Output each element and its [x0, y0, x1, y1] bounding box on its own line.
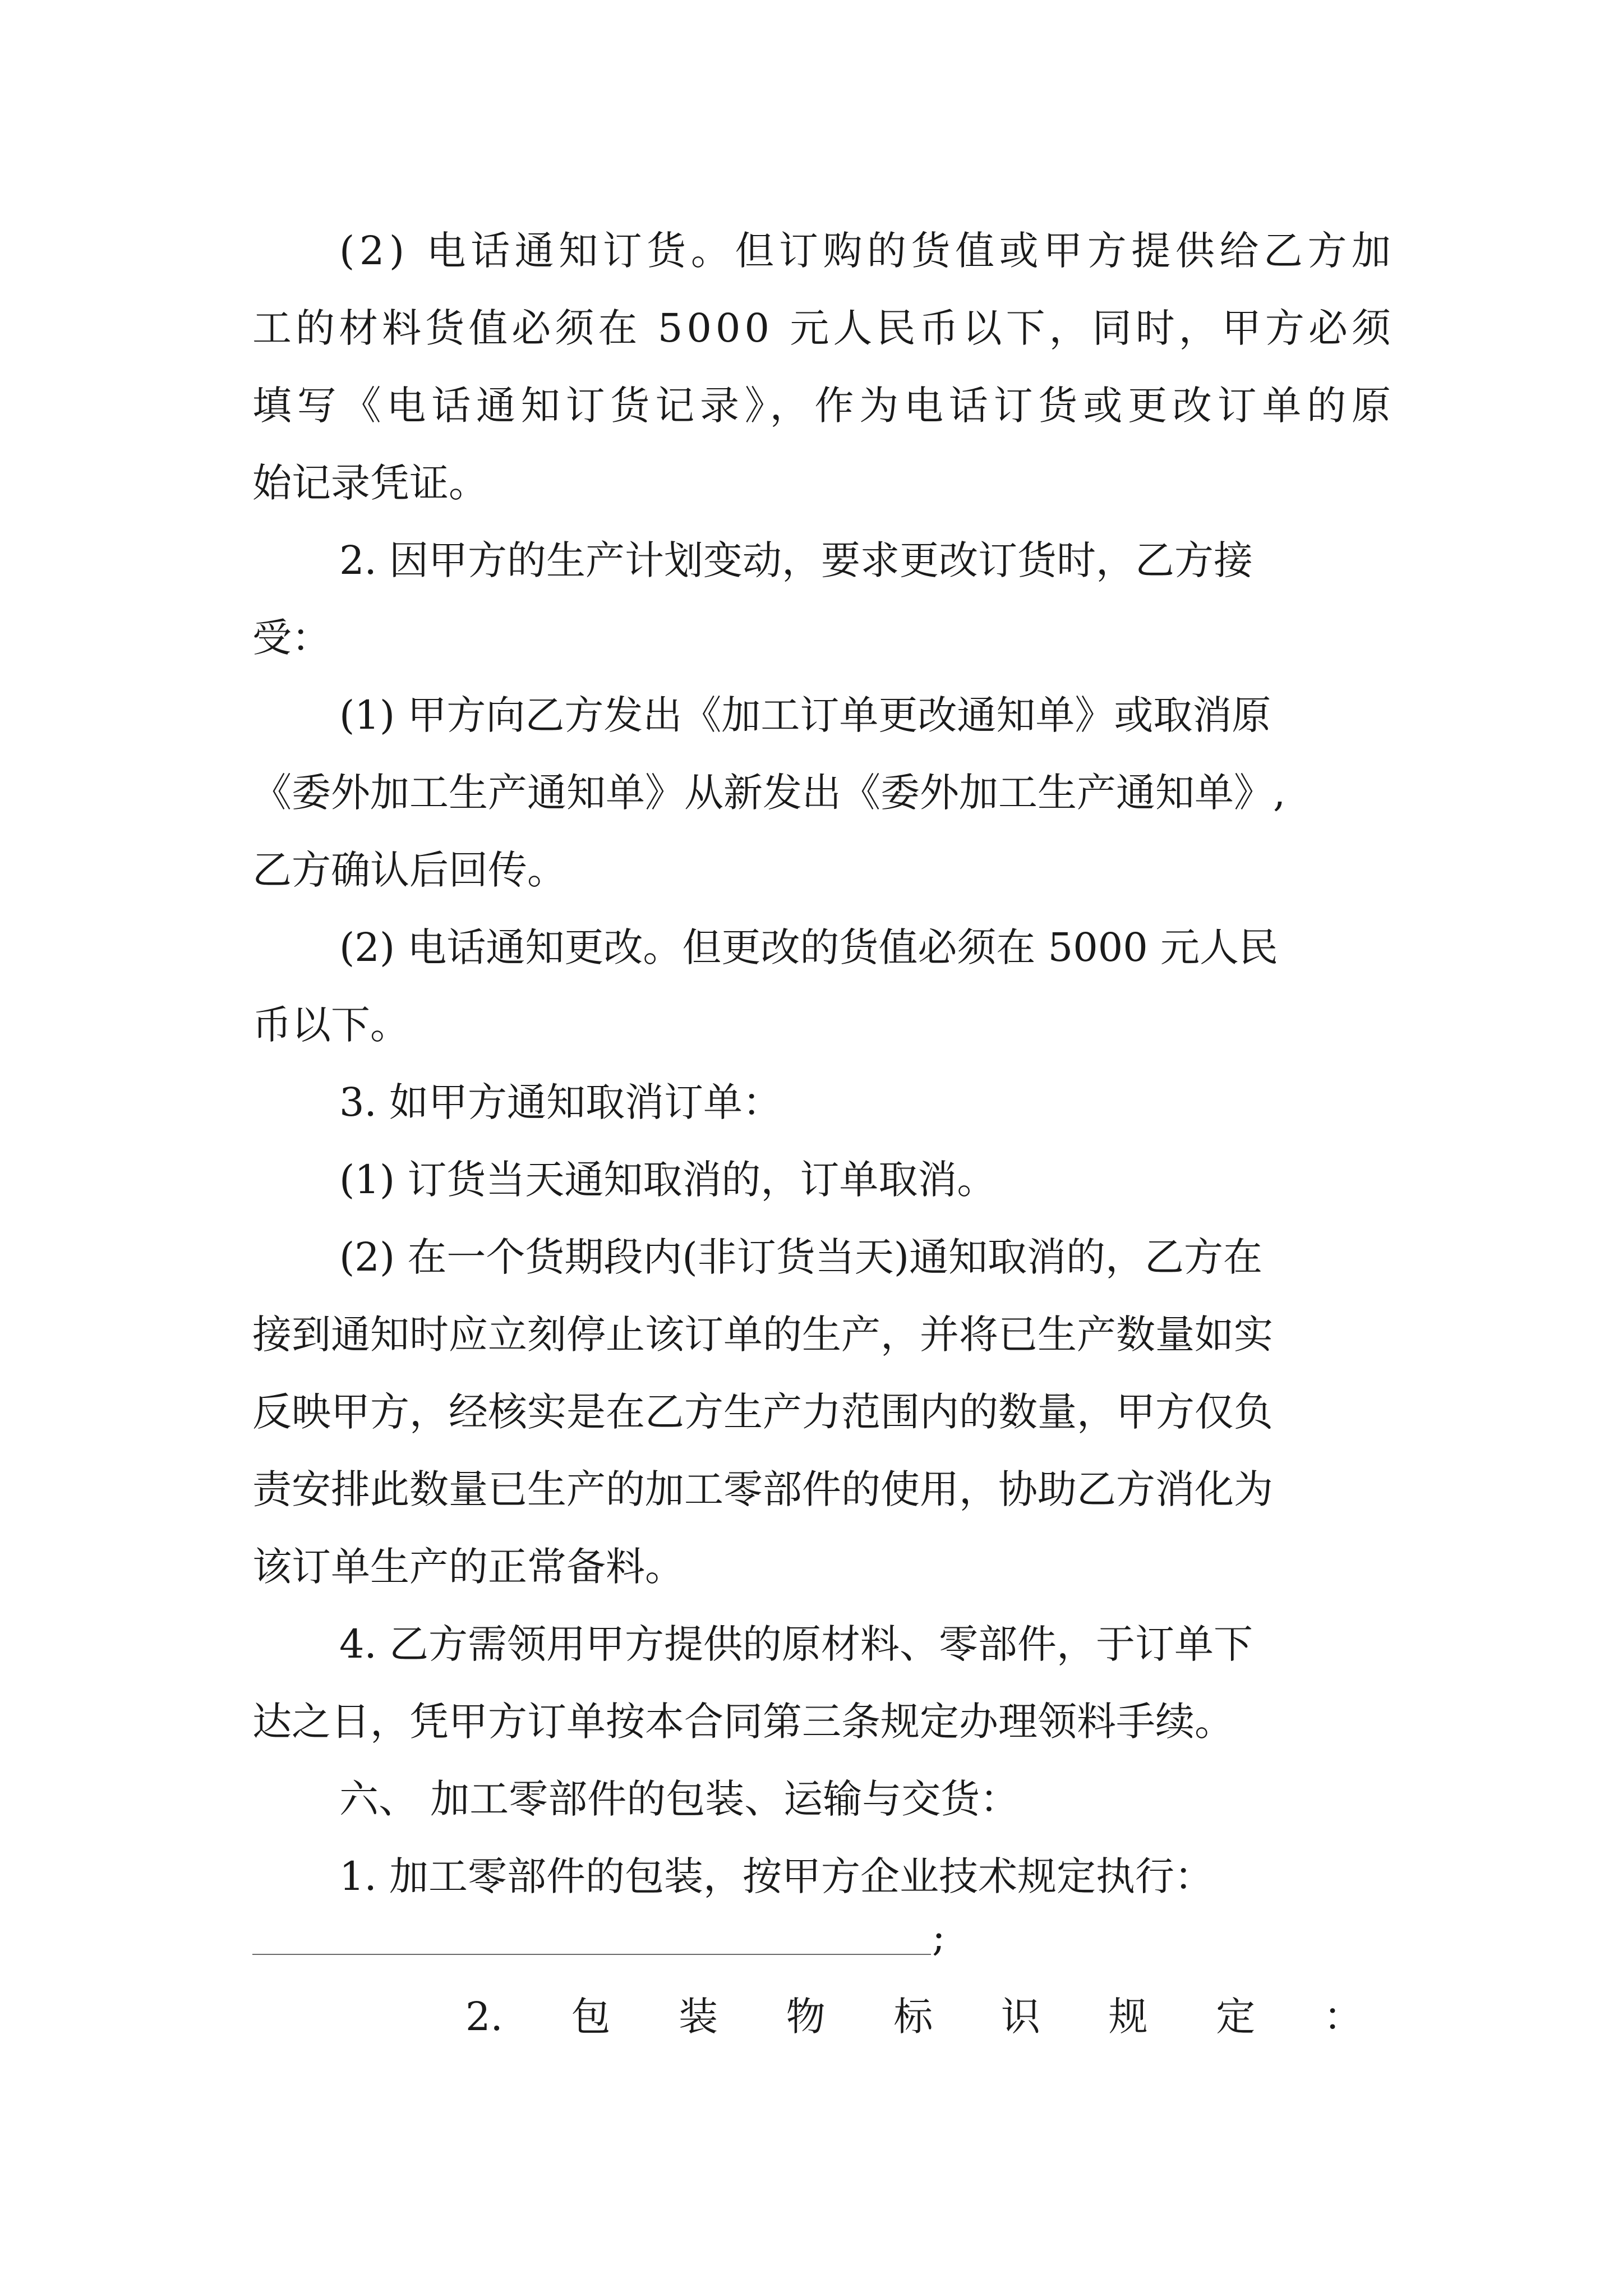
spaced-char: 识	[1001, 1994, 1040, 2040]
spaced-char: ：	[1323, 1994, 1363, 2040]
paragraph-line: 币以下。	[252, 1002, 409, 1048]
spaced-char: 2.	[465, 1994, 503, 2040]
spaced-char: 定	[1216, 1994, 1256, 2040]
spaced-char: 规	[1108, 1994, 1148, 2040]
paragraph-line: (2) 电话通知订货。但订购的货值或甲方提供给乙方加	[339, 228, 1396, 274]
spaced-char: 装	[679, 1994, 718, 2040]
paragraph-line: (2) 在一个货期段内(非订货当天)通知取消的，乙方在	[339, 1234, 1263, 1280]
spaced-heading-line	[465, 1994, 1363, 2040]
paragraph-line: 工的材料货值必须在 5000 元人民币以下，同时，甲方必须	[252, 305, 1395, 351]
paragraph-line: 《委外加工生产通知单》从新发出《委外加工生产通知单》,	[252, 770, 1286, 816]
section-heading: 六、 加工零部件的包装、运输与交货：	[339, 1776, 1020, 1822]
paragraph-line: 接到通知时应立刻停止该订单的生产，并将已生产数量如实	[252, 1312, 1273, 1358]
paragraph-line: 1. 加工零部件的包装，按甲方企业技术规定执行：	[339, 1853, 1214, 1899]
paragraph-line: 受：	[252, 615, 331, 661]
paragraph-line: 乙方确认后回传。	[252, 847, 566, 893]
paragraph-line: (1) 甲方向乙方发出《加工订单更改通知单》或取消原	[339, 692, 1271, 738]
paragraph-line: 该订单生产的正常备料。	[252, 1544, 684, 1590]
paragraph-line: 3. 如甲方通知取消订单：	[339, 1079, 782, 1125]
spaced-char: 物	[786, 1994, 826, 2040]
paragraph-line: 反映甲方，经核实是在乙方生产力范围内的数量，甲方仅负	[252, 1389, 1273, 1435]
paragraph-line: 2. 因甲方的生产计划变动，要求更改订货时，乙方接	[339, 537, 1253, 583]
spaced-char: 包	[571, 1994, 611, 2040]
paragraph-line: 达之日，凭甲方订单按本合同第三条规定办理领料手续。	[252, 1699, 1234, 1745]
spaced-char: 标	[893, 1994, 933, 2040]
paragraph-line: 4. 乙方需领用甲方提供的原材料、零部件，于订单下	[339, 1621, 1253, 1667]
paragraph-line: 责安排此数量已生产的加工零部件的使用，协助乙方消化为	[252, 1466, 1273, 1512]
semicolon: ;	[932, 1914, 946, 1960]
fill-in-blank	[252, 1954, 931, 1955]
paragraph-line: (2) 电话通知更改。但更改的货值必须在 5000 元人民	[339, 924, 1279, 970]
paragraph-line: 始记录凭证。	[252, 460, 488, 506]
paragraph-line: 填写《电话通知订货记录》，作为电话订货或更改订单的原	[252, 383, 1396, 429]
paragraph-line: (1) 订货当天通知取消的，订单取消。	[339, 1157, 997, 1203]
